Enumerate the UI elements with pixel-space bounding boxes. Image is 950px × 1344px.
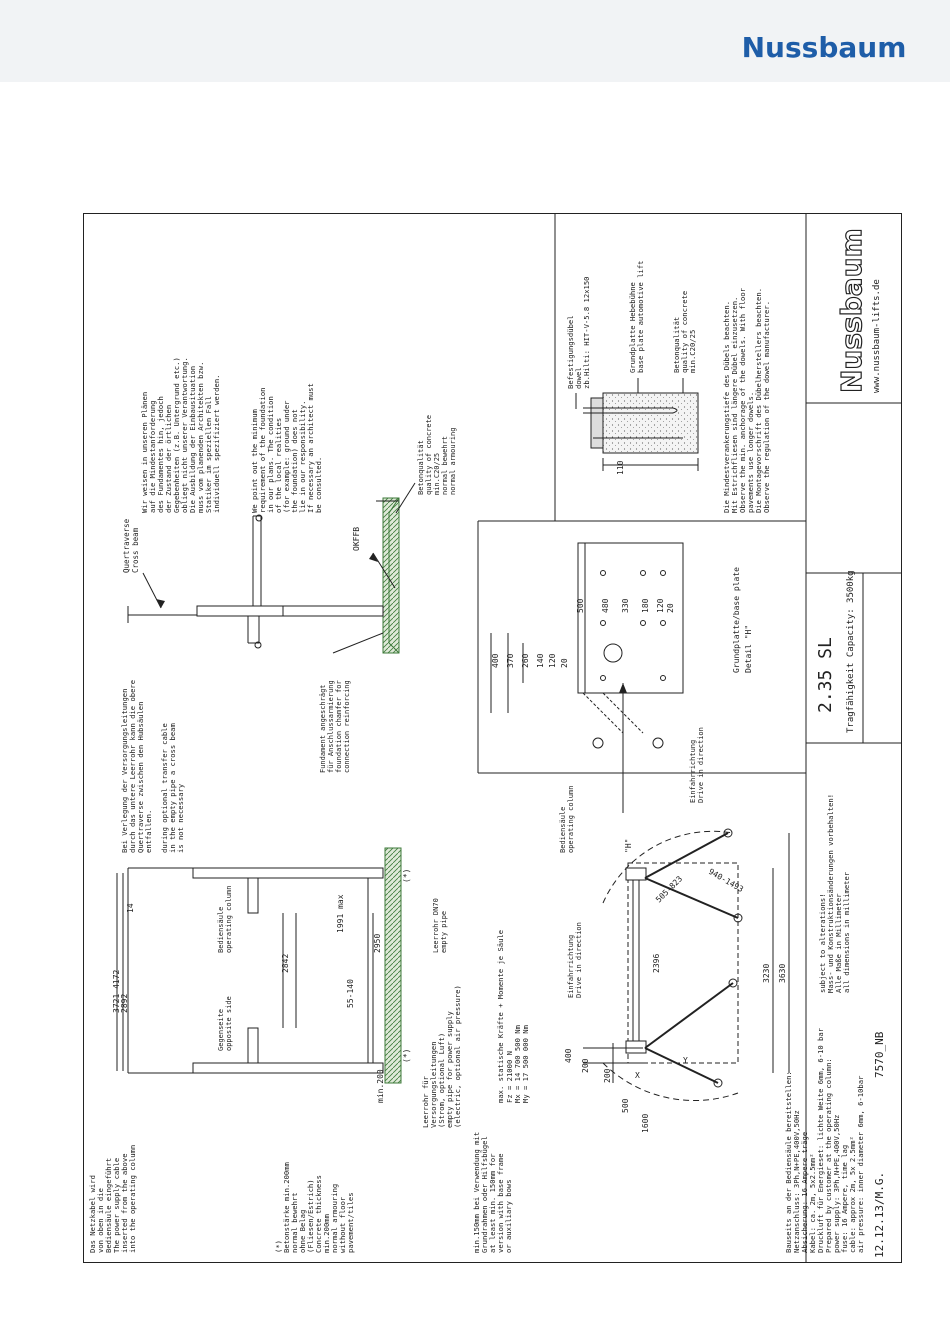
- drive-direction-plan: [567, 922, 583, 998]
- svg-text:"H": "H": [624, 838, 633, 853]
- foundation-note: [140, 353, 221, 513]
- svg-text:200: 200: [581, 1058, 590, 1073]
- cross-beam-laying-note: [120, 676, 185, 853]
- svg-text:Wir weisen in unseren Plänen: Wir weisen in unseren Plänen auf die Mindestanforderung des Fundamentes hin, jedoch der Zustand der örtlichen Gegebenheiten (z.B. Untergrund etc.) obliegt nicht unserer Verantwortung. Die Ausbildung der Einbausituation muss vom planenden Architekten bzw. Statiker im speziellen Fall individuell spezifiziert werden.: [140, 357, 221, 513]
- svg-text:3230: 3230: [762, 963, 771, 983]
- concrete-thickness-note: [274, 1158, 355, 1253]
- brand-text: Nussbaum: [741, 31, 907, 64]
- drive-direction-detail: [689, 727, 705, 803]
- svg-text:1600: 1600: [641, 1113, 650, 1133]
- svg-text:400: 400: [564, 1048, 573, 1063]
- foundation-chamfer-note: [319, 680, 351, 773]
- svg-text:Leerrohr DN70empty pipe: Leerrohr DN70empty pipe: [432, 898, 448, 953]
- svg-text:940-1493: 940-1493: [707, 866, 745, 894]
- concrete-quality-detail: [672, 291, 697, 373]
- svg-text:Betonqualitätquality of concre: Betonqualitätquality of concretemin.C20/25: [672, 290, 697, 373]
- svg-text:120: 120: [656, 598, 665, 613]
- dowel-note: [566, 276, 591, 389]
- base-plate-outline: [578, 543, 683, 693]
- svg-text:Cross beam: Cross beam: [131, 527, 140, 573]
- header-bar: [0, 0, 950, 82]
- svg-text:400: 400: [491, 653, 500, 668]
- website: www.nussbaum-lifts.de: [872, 279, 882, 393]
- power-supply-note: [784, 1024, 865, 1253]
- svg-text:Betonqualitätquality of concre: Betonqualitätquality of concretemin.C20/25normal bewehrtnormal armouring: [417, 414, 457, 495]
- svg-text:EinfahrrichtungDrive in direct: EinfahrrichtungDrive in direction: [689, 727, 705, 803]
- forces-note: [496, 926, 530, 1103]
- plan-dims: [564, 839, 787, 1133]
- concrete-quality-note: [417, 415, 457, 495]
- svg-text:Befestigungsdübeldowelzb.Hilti: Befestigungsdübeldowelzb.Hilti: HIT-V-5.8 12x150: [566, 276, 591, 389]
- empty-pipe-label: [432, 898, 448, 953]
- svg-text:Bei Verlegung der Versorgungsl: Bei Verlegung der Versorgungsleitungen durch das untere Leerrohr kann die obere Quertraverse zwischen den Hubsäulen entfallen. during optional transfer cable in the empty pipe a cross beam is not necessary: [120, 679, 185, 853]
- svg-text:330: 330: [621, 598, 630, 613]
- svg-text:2842: 2842: [281, 953, 290, 973]
- svg-text:X: X: [635, 1071, 640, 1080]
- svg-text:200: 200: [603, 1068, 612, 1083]
- svg-text:500: 500: [621, 1098, 630, 1113]
- title-block: [873, 1031, 886, 1258]
- detail-h-label: [732, 567, 753, 673]
- foundation-note-en: [250, 379, 323, 513]
- svg-text:2396: 2396: [652, 953, 661, 973]
- svg-text:2892: 2892: [120, 993, 129, 1013]
- svg-text:505-823: 505-823: [654, 874, 685, 905]
- crossbeam-label-de: Quertraverse: [122, 518, 131, 573]
- svg-text:Das Netzkabel wird von o: Das Netzkabel wird von oben in die Bediensäule eingeführt The power supply cable inserted from the above into the operating column: [88, 1144, 137, 1253]
- drawing-number: 7570_NB: [873, 1031, 886, 1078]
- svg-text:370: 370: [506, 653, 515, 668]
- date-author: 12.12.13/M.G.: [873, 1171, 886, 1258]
- operating-column-label: [217, 886, 233, 953]
- svg-text:1991 max: 1991 max: [336, 894, 345, 933]
- empty-pipe-note: [421, 985, 462, 1128]
- svg-text:14: 14: [126, 903, 135, 913]
- svg-text:Y: Y: [683, 1056, 688, 1065]
- nussbaum-logo: [741, 30, 907, 64]
- svg-text:180: 180: [641, 598, 650, 613]
- svg-text:Die Mindestverankerungstiefe d: Die Mindestverankerungstiefe des Dübels beachten. Mit Estrichfliesen sind längere Dübel einzusetzen. Observe the min. anchorage of the dowels. With floor pavements use longer dowels. Die Montagevorschrift des Dübelherstellers beachten. Observe the regulation of the dowel manufacturer.: [722, 287, 771, 513]
- svg-text:Fundament angeschrägtfür Ansch: Fundament angeschrägtfür Anschlussarmierungfoundation chamfer forconnection reinforcing: [319, 680, 351, 773]
- drawing-svg: [83, 213, 902, 1263]
- svg-text:260: 260: [521, 653, 530, 668]
- technical-drawing: [83, 213, 902, 1263]
- operating-column-plan: [559, 786, 575, 853]
- floor-section: [385, 848, 401, 1083]
- svg-text:20: 20: [560, 658, 569, 668]
- foundation-section: [383, 498, 399, 653]
- svg-text:140: 140: [536, 653, 545, 668]
- svg-text:500: 500: [576, 598, 585, 613]
- svg-text:We point out the minimum: We point out the minimum requirement of the foundation in our plans. The condition of the local realities (for example: ground under the foundation) does not lie in our responsibility. If necessary an architect must be consulted.: [250, 383, 323, 513]
- svg-text:Gegenseiteopposite side: Gegenseiteopposite side: [217, 996, 233, 1051]
- svg-text:(*): (*): [402, 1048, 411, 1063]
- lift-column: [197, 606, 383, 616]
- svg-text:min.200: min.200: [376, 1069, 385, 1103]
- svg-text:480: 480: [601, 598, 610, 613]
- svg-text:2950: 2950: [373, 933, 382, 953]
- column-opposite: [193, 1063, 383, 1073]
- dim-anchor-110: 110: [616, 460, 625, 475]
- svg-text:EinfahrrichtungDrive in direct: EinfahrrichtungDrive in direction: [567, 922, 583, 998]
- svg-text:55-140: 55-140: [346, 979, 355, 1008]
- dowel-instructions: [722, 284, 771, 513]
- svg-text:Grundplatte/base plateDetail ": Grundplatte/base plate Detail "H": [732, 567, 753, 673]
- svg-text:20: 20: [666, 603, 675, 613]
- min150-note: [472, 1128, 513, 1254]
- base-plate-note: [628, 260, 645, 373]
- svg-text:(*) Betonstärke min.200m: (*) Betonstärke min.200mm normal bewehrt ohne Belag (Fliesen/Estrich) Concrete thickness min.200mm normal armouring without floor pavement/tiles: [274, 1162, 355, 1253]
- detail-dims: [491, 598, 675, 668]
- svg-text:3630: 3630: [778, 963, 787, 983]
- column-operating: [193, 868, 383, 878]
- svg-text:(*): (*): [402, 868, 411, 883]
- svg-text:subject to alterations!: subject to alterations! Mass- und Konstruktionsänderungen vorbehalten! Alle Maße in Millimeter all dimensions in millimeter: [818, 793, 851, 993]
- okffb-label: OKFFB: [352, 526, 361, 551]
- capacity: Tragfähigkeit Capacity: 3500kg: [846, 570, 856, 733]
- svg-text:min.150mm bei Verwendung mit: min.150mm bei Verwendung mit Grundrahmen oder Hilfsbügel at least min. 150mm for version with base frame or auxiliary bows: [472, 1131, 513, 1253]
- svg-text:Bauseits an der Bediensäule be: Bauseits an der Bediensäule bereitstellen: Netzanschluss: 3Ph,N+PE,400V,50Hz Absicherung: 16 Ampere träge Kabel: ca. 2m, 5x2.5mm² Druckluft für Energieset: lichte Weite 6mm, 6-10 bar Prepared by customer at the operating column: power supply: 3Ph,N+PE,400V,50Hz fuse: 16 Ampere, time lag cable: approx 2m, 5x 2.5mm² air pressure: inner diameter 6mm, 6-10bar: [784, 1027, 865, 1253]
- svg-text:120: 120: [548, 653, 557, 668]
- svg-text:3721-4172: 3721-4172: [112, 969, 121, 1013]
- svg-text:Leerrohr für Versorgungs: Leerrohr für Versorgungsleitungen (Strom, optional Luft) empty pipe for power supply (electric, optional air pressure): [421, 985, 462, 1128]
- anchor-concrete: [603, 393, 698, 453]
- subject-note: [818, 790, 851, 993]
- svg-text:max. statische Kräfte + Moment: max. statische Kräfte + Momente je Säule Fz = 21000 N Mx = 14 700 500 Nm My = 17 500 000 Nm: [496, 929, 530, 1103]
- svg-text:Grundplatte Hebebühnebase plat: Grundplatte Hebebühnebase plate automotive lift: [628, 260, 645, 373]
- titleblock-logo: Nussbaum: [835, 228, 868, 393]
- opposite-side-label: [217, 996, 233, 1051]
- svg-text:Bediensäuleoperating column: Bediensäuleoperating column: [217, 885, 233, 953]
- power-cable-note: [88, 1145, 137, 1253]
- svg-text:Bediensäuleoperating column: Bediensäuleoperating column: [559, 785, 575, 853]
- model-name: 2.35 SL: [815, 637, 836, 713]
